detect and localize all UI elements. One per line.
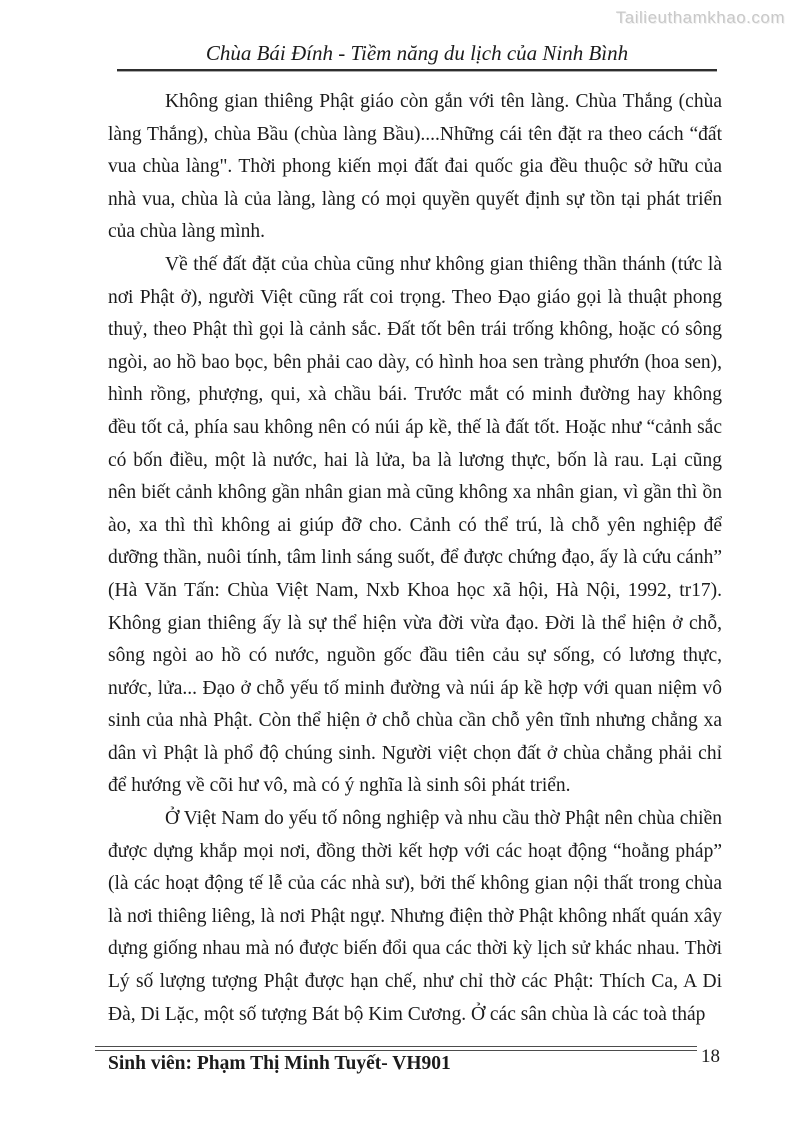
header-rule bbox=[117, 69, 717, 72]
text-line: Lý số lượng tượng Phật được hạn chế, như chỉ thờ các Phật: Thích Ca, A Di bbox=[108, 971, 722, 993]
text-line: thuỷ, theo Phật thì gọi là cảnh sắc. Đất tốt bên trái trống không, hoặc có sông bbox=[108, 319, 722, 341]
watermark: Tailieuthamkhao.com bbox=[615, 8, 785, 27]
text-line: nhà vua, chùa là của làng, làng có mọi quyền quyết định sự tồn tại phát triển bbox=[108, 188, 722, 210]
text-line: là nơi thiêng liêng, là nơi Phật ngự. Nhưng điện thờ Phật không nhất quán xây bbox=[108, 905, 722, 927]
text-line: Về thế đất đặt của chùa cũng như không gian thiêng thần thánh (tức là bbox=[165, 253, 722, 275]
text-line: hình rồng, phượng, qui, xà chầu bái. Trước mắt có minh đường hay không bbox=[108, 384, 722, 406]
text-line: nước, lửa... Đạo ở chỗ yếu tố minh đường và núi áp kề hợp với quan niệm vô bbox=[108, 677, 722, 699]
text-line: Đà, Di Lặc, một số tượng Bát bộ Kim Cương. Ở các sân chùa là các toà tháp bbox=[108, 1003, 706, 1025]
text-line: làng Thắng), chùa Bầu (chùa làng Bầu)....Những cái tên đặt ra theo cách “đất bbox=[108, 123, 722, 145]
document-body bbox=[108, 86, 722, 1031]
paragraph bbox=[108, 86, 722, 249]
text-line: được dựng khắp mọi nơi, đồng thời kết hợp với các hoạt động “hoằng pháp” bbox=[108, 840, 722, 862]
text-line: để hướng về cõi hư vô, mà có ý nghĩa là sinh sôi phát triển. bbox=[108, 775, 571, 797]
text-line: ngòi, ao hồ bao bọc, bên phải cao dày, có hình hoa sen tràng phướn (hoa sen), bbox=[108, 351, 722, 373]
text-line: sinh của nhà Phật. Còn thể hiện ở chỗ chùa cần chỗ yên tĩnh nhưng chẳng xa bbox=[108, 710, 722, 732]
text-line: dưỡng thần, nuôi tính, tâm linh sáng suốt, để được chứng đạo, ấy là cứu cánh” bbox=[108, 547, 722, 569]
text-line: đều tốt cả, phía sau không nên có núi áp kề, thế là đất tốt. Hoặc như “cảnh sắc bbox=[108, 416, 722, 438]
footer-author: Sinh viên: Phạm Thị Minh Tuyết- VH901 bbox=[108, 1053, 451, 1074]
text-line: của chùa làng mình. bbox=[108, 221, 266, 243]
text-line: nơi Phật ở), người Việt cũng rất coi trọng. Theo Đạo giáo gọi là thuật phong bbox=[108, 286, 722, 308]
text-line: nên biết cảnh không gần nhân gian mà cũng không xa nhân gian, vì gần thì ồn bbox=[108, 482, 722, 504]
text-line: sông ngòi ao hồ có nước, nguồn gốc đầu tiên cảu sự sống, có lương thực, bbox=[108, 645, 722, 667]
text-line: Không gian thiêng ấy là sự thể hiện vừa đời vừa đạo. Đời là thể hiện ở chỗ, bbox=[108, 612, 722, 634]
text-line: dân vì Phật là phổ độ chúng sinh. Người việt chọn đất ở chùa chẳng phải chỉ bbox=[108, 742, 722, 764]
text-line: dựng giống nhau mà nó được biến đổi qua các thời kỳ lịch sử khác nhau. Thời bbox=[108, 938, 722, 960]
text-line: có bốn điều, một là nước, hai là lửa, ba là lương thực, bốn là rau. Lại cũng bbox=[108, 449, 722, 471]
text-line: Ở Việt Nam do yếu tố nông nghiệp và nhu cầu thờ Phật nên chùa chiền bbox=[165, 808, 722, 830]
paragraph bbox=[108, 249, 722, 803]
running-header-title: Chùa Bái Đính - Tiềm năng du lịch của Ninh Bình bbox=[205, 41, 629, 65]
paragraph bbox=[108, 803, 722, 1031]
footer-rule bbox=[95, 1046, 697, 1051]
text-line: Không gian thiêng Phật giáo còn gắn với tên làng. Chùa Thắng (chùa bbox=[165, 91, 722, 112]
page-number: 18 bbox=[701, 1046, 720, 1067]
text-line: (Hà Văn Tấn: Chùa Việt Nam, Nxb Khoa học xã hội, Hà Nội, 1992, tr17). bbox=[108, 579, 722, 601]
text-line: ào, xa thì thì không ai giúp đỡ cho. Cảnh có thể trú, là chỗ yên nghiệp để bbox=[108, 514, 722, 536]
text-line: (là các hoạt động tế lễ của các nhà sư), bởi thế không gian nội thất trong chùa bbox=[108, 873, 722, 895]
text-line: vua chùa làng". Thời phong kiến mọi đất đai quốc gia đều thuộc sở hữu của bbox=[108, 156, 722, 178]
